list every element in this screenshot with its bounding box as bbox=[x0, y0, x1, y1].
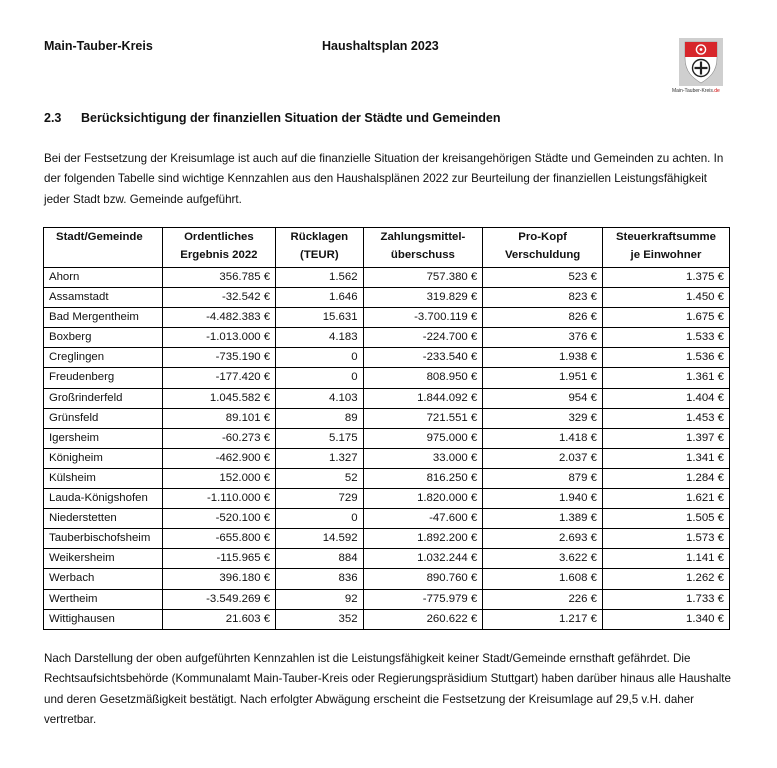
table-cell: 954 € bbox=[483, 388, 603, 408]
table-cell: 836 bbox=[276, 569, 363, 589]
table-cell: 1.573 € bbox=[602, 529, 729, 549]
table-cell: -224.700 € bbox=[363, 328, 483, 348]
table-cell: -177.420 € bbox=[162, 368, 275, 388]
municipality-name: Ahorn bbox=[44, 268, 163, 288]
table-cell: 396.180 € bbox=[162, 569, 275, 589]
column-header-line: Stadt/Gemeinde bbox=[56, 231, 143, 243]
table-cell: -115.965 € bbox=[162, 549, 275, 569]
municipality-name: Creglingen bbox=[44, 348, 163, 368]
table-cell: 4.183 bbox=[276, 328, 363, 348]
table-cell: 523 € bbox=[483, 268, 603, 288]
section-number: 2.3 bbox=[44, 111, 62, 125]
table-row bbox=[44, 388, 730, 408]
header-row bbox=[44, 228, 730, 268]
intro-paragraph: Bei der Festsetzung der Kreisumlage ist auch auf die finanzielle Situation der kreisangehörigen Städte und Gemeinden zu achten. In der folgenden Tabelle sind wichtige Kennzahlen aus den Haushalsplänen 2022 zur Beurteilung der finanziellen Leistungsfähigkeit jeder Stadt bzw. Gemeinde aufgeführt. bbox=[44, 152, 724, 206]
table-cell: 92 bbox=[276, 589, 363, 609]
table-row bbox=[44, 288, 730, 308]
table-cell: 1.032.244 € bbox=[363, 549, 483, 569]
table-cell: 890.760 € bbox=[363, 569, 483, 589]
table-cell: -520.100 € bbox=[162, 509, 275, 529]
municipality-name: Niederstetten bbox=[44, 509, 163, 529]
column-header-line: je Einwohner bbox=[630, 248, 702, 261]
table-cell: 816.250 € bbox=[363, 468, 483, 488]
table-cell: 52 bbox=[276, 468, 363, 488]
column-header-line: Steuerkraftsumme bbox=[615, 231, 716, 243]
table-cell: 1.375 € bbox=[602, 268, 729, 288]
table-cell: 1.045.582 € bbox=[162, 388, 275, 408]
table-cell: 975.000 € bbox=[363, 428, 483, 448]
table-cell: 14.592 bbox=[276, 529, 363, 549]
table-row bbox=[44, 348, 730, 368]
column-header-line: überschuss bbox=[390, 248, 455, 261]
table-cell: -775.979 € bbox=[363, 589, 483, 609]
table-cell: -4.482.383 € bbox=[162, 308, 275, 328]
table-cell: -32.542 € bbox=[162, 288, 275, 308]
table-cell: 1.608 € bbox=[483, 569, 603, 589]
table-cell: 1.141 € bbox=[602, 549, 729, 569]
table-header bbox=[44, 228, 730, 268]
column-header bbox=[162, 228, 275, 268]
table-cell: 33.000 € bbox=[363, 448, 483, 468]
table-cell: 1.361 € bbox=[602, 368, 729, 388]
table-cell: 260.622 € bbox=[363, 609, 483, 629]
column-header bbox=[602, 228, 729, 268]
table-row bbox=[44, 489, 730, 509]
logo-caption-tld: .de bbox=[712, 88, 720, 94]
column-header bbox=[44, 228, 163, 268]
table-cell: 823 € bbox=[483, 288, 603, 308]
table-cell: 1.284 € bbox=[602, 468, 729, 488]
table-cell: 1.938 € bbox=[483, 348, 603, 368]
table-row bbox=[44, 328, 730, 348]
table-cell: -47.600 € bbox=[363, 509, 483, 529]
coat-of-arms-icon bbox=[679, 38, 723, 86]
header-document-title: Haushaltsplan 2023 bbox=[322, 39, 439, 53]
table-cell: 1.892.200 € bbox=[363, 529, 483, 549]
table-cell: 226 € bbox=[483, 589, 603, 609]
municipality-name: Tauberbischofsheim bbox=[44, 529, 163, 549]
table-cell: 319.829 € bbox=[363, 288, 483, 308]
table-cell: 729 bbox=[276, 489, 363, 509]
table-cell: 808.950 € bbox=[363, 368, 483, 388]
logo-caption-name: Main-Tauber-Kreis bbox=[672, 88, 713, 94]
table-cell: 5.175 bbox=[276, 428, 363, 448]
municipality-name: Wertheim bbox=[44, 589, 163, 609]
table-cell: 21.603 € bbox=[162, 609, 275, 629]
column-header-line: Ordentliches bbox=[184, 231, 254, 243]
table-cell: 4.103 bbox=[276, 388, 363, 408]
table-row bbox=[44, 529, 730, 549]
table-cell: 826 € bbox=[483, 308, 603, 328]
kennzahlen-table bbox=[43, 227, 730, 630]
table-cell: 1.940 € bbox=[483, 489, 603, 509]
table-cell: -462.900 € bbox=[162, 448, 275, 468]
table-cell: 1.340 € bbox=[602, 609, 729, 629]
table-body bbox=[44, 268, 730, 630]
table-cell: 1.533 € bbox=[602, 328, 729, 348]
table-cell: 376 € bbox=[483, 328, 603, 348]
municipality-name: Werbach bbox=[44, 569, 163, 589]
column-header bbox=[276, 228, 363, 268]
table-cell: 1.733 € bbox=[602, 589, 729, 609]
header-district: Main-Tauber-Kreis bbox=[44, 39, 153, 53]
table-cell: 0 bbox=[276, 348, 363, 368]
table-cell: 352 bbox=[276, 609, 363, 629]
municipality-name: Großrinderfeld bbox=[44, 388, 163, 408]
municipality-name: Bad Mergentheim bbox=[44, 308, 163, 328]
municipality-name: Grünsfeld bbox=[44, 408, 163, 428]
table-cell: -655.800 € bbox=[162, 529, 275, 549]
table-cell: 1.536 € bbox=[602, 348, 729, 368]
municipality-name: Boxberg bbox=[44, 328, 163, 348]
table-cell: 2.693 € bbox=[483, 529, 603, 549]
table-cell: 152.000 € bbox=[162, 468, 275, 488]
table-row bbox=[44, 609, 730, 629]
municipality-name: Igersheim bbox=[44, 428, 163, 448]
table-cell: -1.110.000 € bbox=[162, 489, 275, 509]
table-row bbox=[44, 268, 730, 288]
section-heading bbox=[44, 111, 501, 125]
column-header-line: (TEUR) bbox=[300, 248, 339, 261]
table-row bbox=[44, 509, 730, 529]
table-cell: 1.844.092 € bbox=[363, 388, 483, 408]
table-cell: 89 bbox=[276, 408, 363, 428]
table-cell: 0 bbox=[276, 368, 363, 388]
table-cell: 1.389 € bbox=[483, 509, 603, 529]
column-header-line: Zahlungsmittel- bbox=[380, 231, 466, 243]
column-header-line: Verschuldung bbox=[504, 248, 581, 261]
table-cell: 1.404 € bbox=[602, 388, 729, 408]
municipality-name: Külsheim bbox=[44, 468, 163, 488]
table-cell: 1.621 € bbox=[602, 489, 729, 509]
table-cell: 1.341 € bbox=[602, 448, 729, 468]
municipality-name: Königheim bbox=[44, 448, 163, 468]
table-cell: 1.262 € bbox=[602, 569, 729, 589]
municipality-name: Weikersheim bbox=[44, 549, 163, 569]
table-row bbox=[44, 589, 730, 609]
table-cell: 1.505 € bbox=[602, 509, 729, 529]
table-cell: 1.397 € bbox=[602, 428, 729, 448]
table-cell: 1.951 € bbox=[483, 368, 603, 388]
column-header-line: Rücklagen bbox=[290, 231, 349, 243]
table-cell: 1.418 € bbox=[483, 428, 603, 448]
table-cell: 0 bbox=[276, 509, 363, 529]
conclusion-paragraph: Nach Darstellung der oben aufgeführten Kennzahlen ist die Leistungsfähigkeit keiner Stadt/Gemeinde ernsthaft gefährdet. Die Rechtsaufsichtsbehörde (Kommunalamt Main-Tauber-Kreis oder Regierungspräsidium Stuttgart) haben darüber hinaus alle Haushalte und deren Gesetzmäßigkeit bestätigt. Nach erfolgter Abwägung erscheint die Festsetzung der Kreisumlage auf 29,5 v.H. daher vertretbar. bbox=[44, 652, 731, 726]
table-cell: -3.549.269 € bbox=[162, 589, 275, 609]
table-cell: 757.380 € bbox=[363, 268, 483, 288]
district-logo bbox=[672, 38, 728, 98]
table-cell: 1.327 bbox=[276, 448, 363, 468]
table-cell: 2.037 € bbox=[483, 448, 603, 468]
table-cell: -735.190 € bbox=[162, 348, 275, 368]
table-cell: -233.540 € bbox=[363, 348, 483, 368]
table-row bbox=[44, 368, 730, 388]
table-row bbox=[44, 428, 730, 448]
table-row bbox=[44, 408, 730, 428]
municipality-name: Lauda-Königshofen bbox=[44, 489, 163, 509]
table-cell: -60.273 € bbox=[162, 428, 275, 448]
table-row bbox=[44, 569, 730, 589]
table-cell: 1.675 € bbox=[602, 308, 729, 328]
column-header bbox=[363, 228, 483, 268]
table-cell: 1.453 € bbox=[602, 408, 729, 428]
table-cell: 1.562 bbox=[276, 268, 363, 288]
section-title: Berücksichtigung der finanziellen Situation der Städte und Gemeinden bbox=[81, 111, 501, 125]
table-row bbox=[44, 448, 730, 468]
table-row bbox=[44, 549, 730, 569]
table-cell: 1.450 € bbox=[602, 288, 729, 308]
table-cell: 884 bbox=[276, 549, 363, 569]
table-cell: 15.631 bbox=[276, 308, 363, 328]
table-cell: 3.622 € bbox=[483, 549, 603, 569]
column-header-line: Pro-Kopf bbox=[518, 231, 567, 243]
table-cell: 89.101 € bbox=[162, 408, 275, 428]
municipality-name: Wittighausen bbox=[44, 609, 163, 629]
column-header bbox=[483, 228, 603, 268]
table-cell: 329 € bbox=[483, 408, 603, 428]
column-header-line: Ergebnis 2022 bbox=[180, 248, 258, 261]
table-cell: -1.013.000 € bbox=[162, 328, 275, 348]
table-cell: 879 € bbox=[483, 468, 603, 488]
table-row bbox=[44, 468, 730, 488]
table-cell: 1.217 € bbox=[483, 609, 603, 629]
table-row bbox=[44, 308, 730, 328]
municipality-name: Freudenberg bbox=[44, 368, 163, 388]
municipality-name: Assamstadt bbox=[44, 288, 163, 308]
table-cell: -3.700.119 € bbox=[363, 308, 483, 328]
table-cell: 356.785 € bbox=[162, 268, 275, 288]
logo-caption bbox=[672, 88, 732, 94]
table-cell: 1.646 bbox=[276, 288, 363, 308]
table-cell: 1.820.000 € bbox=[363, 489, 483, 509]
table-cell: 721.551 € bbox=[363, 408, 483, 428]
